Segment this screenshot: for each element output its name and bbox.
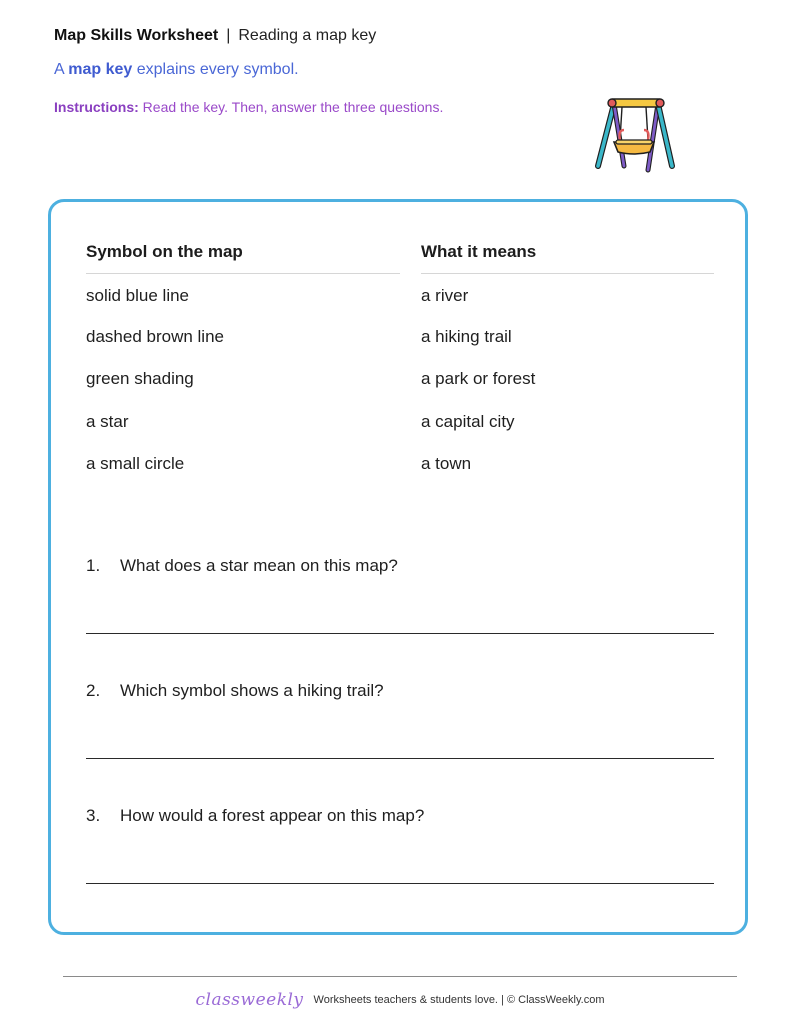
question-text: What does a star mean on this map? <box>120 556 398 575</box>
symbol-column <box>86 238 400 473</box>
answer-line-3[interactable] <box>86 883 714 884</box>
worksheet-subtitle: Reading a map key <box>238 27 377 44</box>
worksheet-title: Map Skills Worksheet <box>54 27 219 44</box>
footer-divider <box>63 976 737 977</box>
footer <box>0 990 800 1010</box>
meaning-cell: a hiking trail <box>421 327 512 346</box>
symbol-cell: solid blue line <box>86 286 190 305</box>
question-number: 2. <box>86 681 101 700</box>
question-3 <box>86 805 424 827</box>
meaning-column-header: What it means <box>421 238 714 274</box>
header-separator: | <box>226 27 231 44</box>
meaning-cell: a capital city <box>421 412 515 431</box>
symbol-cell: a star <box>86 412 129 431</box>
meaning-column <box>421 238 714 473</box>
symbol-cell: a small circle <box>86 454 185 473</box>
question-text: How would a forest appear on this map? <box>120 806 425 825</box>
answer-line-1[interactable] <box>86 633 714 634</box>
swing-set-icon <box>592 94 678 178</box>
question-text: Which symbol shows a hiking trail? <box>120 681 384 700</box>
tagline-keyword: map key <box>68 61 133 78</box>
question-number: 3. <box>86 806 101 825</box>
question-1 <box>86 555 398 577</box>
instructions <box>54 98 443 116</box>
question-2 <box>86 680 384 702</box>
meaning-cell: a park or forest <box>421 369 536 388</box>
worksheet-header <box>54 26 376 46</box>
meaning-cell: a river <box>421 286 469 305</box>
brand-logo: classweekly <box>195 990 304 1010</box>
footer-text: Worksheets teachers & students love. | © ClassWeekly.com <box>313 994 605 1006</box>
symbol-cell: dashed brown line <box>86 327 224 346</box>
instructions-text: Read the key. Then, answer the three questions. <box>138 99 444 115</box>
question-number: 1. <box>86 556 101 575</box>
meaning-cell: a town <box>421 454 472 473</box>
symbol-cell: green shading <box>86 369 194 388</box>
answer-line-2[interactable] <box>86 758 714 759</box>
tagline-prefix: A <box>54 61 69 78</box>
tagline <box>54 60 299 80</box>
instructions-label: Instructions: <box>54 99 139 115</box>
symbol-column-header: Symbol on the map <box>86 238 400 274</box>
tagline-suffix: explains every symbol. <box>132 61 299 78</box>
